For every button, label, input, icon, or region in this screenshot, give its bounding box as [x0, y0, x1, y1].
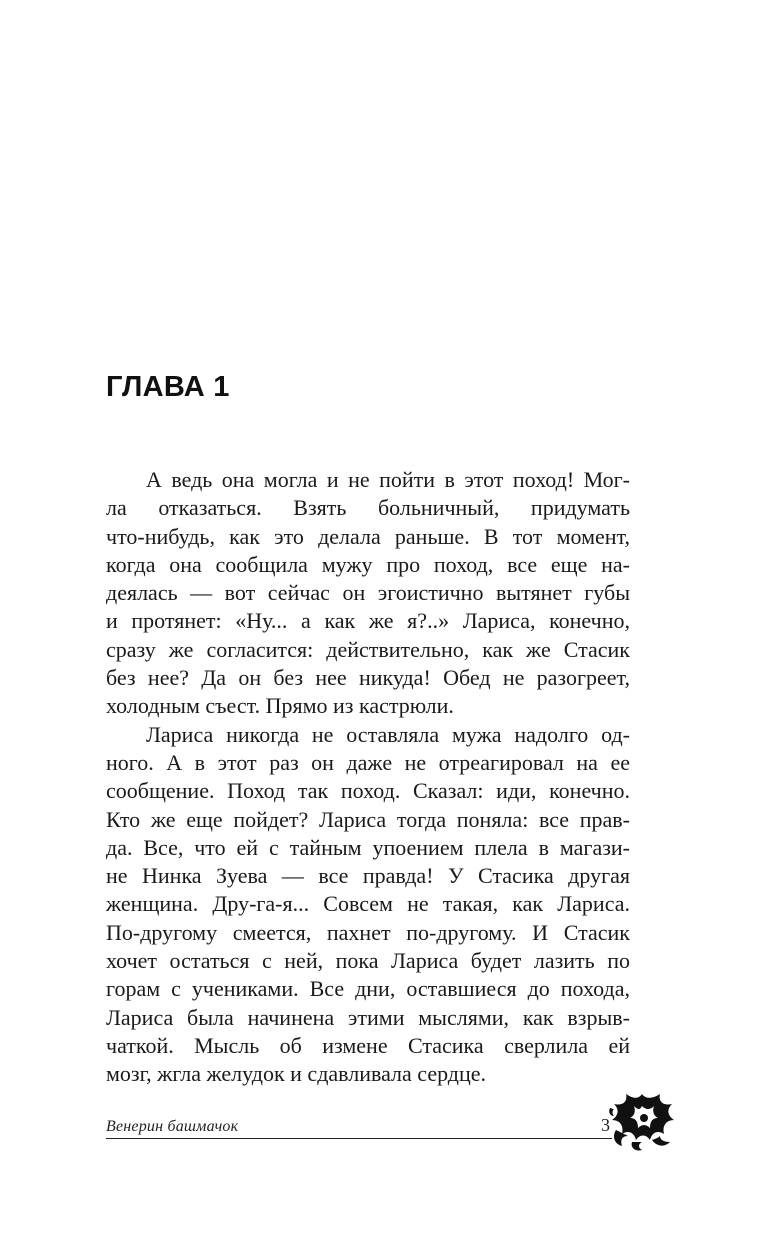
paragraph-2: [106, 721, 630, 1089]
running-title: Венерин башмачок: [106, 1118, 239, 1135]
text-line: По-другому смеется, пахнет по-другому. И Стасик: [106, 919, 630, 945]
paragraph-1: [106, 466, 630, 721]
page-number: 3: [601, 1115, 610, 1135]
text-line: ла отказаться. Взять больничный, придумать: [106, 495, 630, 521]
page-footer: [106, 1112, 612, 1139]
text-line: ного. А в этот раз он даже не отреагировал на ее: [106, 749, 630, 775]
text-line: Лариса никогда не оставляла мужа надолго од-: [146, 721, 630, 747]
chapter-title: ГЛАВА 1: [106, 371, 230, 403]
text-line: Кто же еще пойдет? Лариса тогда поняла: все прав-: [106, 806, 630, 832]
text-line: сразу же согласится: действительно, как же Стасик: [106, 636, 630, 662]
text-line: женщина. Дру-га-я... Совсем не такая, как Лариса.: [106, 891, 630, 917]
text-line: мозг, жгла желудок и сдавливала сердце.: [106, 1061, 487, 1087]
text-line: когда она сообщила мужу про поход, все еще на-: [106, 551, 630, 577]
text-line: что-нибудь, как это делала раньше. В тот момент,: [106, 523, 630, 549]
text-line: хочет остаться с ней, пока Лариса будет лазить по: [106, 948, 630, 974]
text-line: холодным съест. Прямо из кастрюли.: [106, 693, 454, 719]
text-line: без нее? Да он без нее никуда! Обед не разогреет,: [106, 665, 630, 691]
text-line: А ведь она могла и не пойти в этот поход! Мог-: [146, 467, 630, 492]
text-line: да. Все, что ей с тайным упоением плела в магази-: [106, 834, 630, 860]
text-line: деялась — вот сейчас он эгоистично вытянет губы: [106, 580, 630, 606]
text-line: горам с учениками. Все дни, оставшиеся до похода,: [106, 976, 630, 1002]
chapter-body: [106, 466, 630, 1089]
text-line: и протянет: «Ну... а как же я?..» Лариса, конечно,: [106, 608, 630, 634]
floral-ornament-icon: [608, 1090, 676, 1152]
text-line: Лариса была начинена этими мыслями, как взрыв-: [106, 1004, 630, 1030]
text-line: чаткой. Мысль об измене Стасика сверлила ей: [106, 1032, 630, 1058]
text-line: не Нинка Зуева — все правда! У Стасика другая: [106, 863, 630, 889]
text-line: сообщение. Поход так поход. Сказал: иди, конечно.: [106, 778, 630, 804]
